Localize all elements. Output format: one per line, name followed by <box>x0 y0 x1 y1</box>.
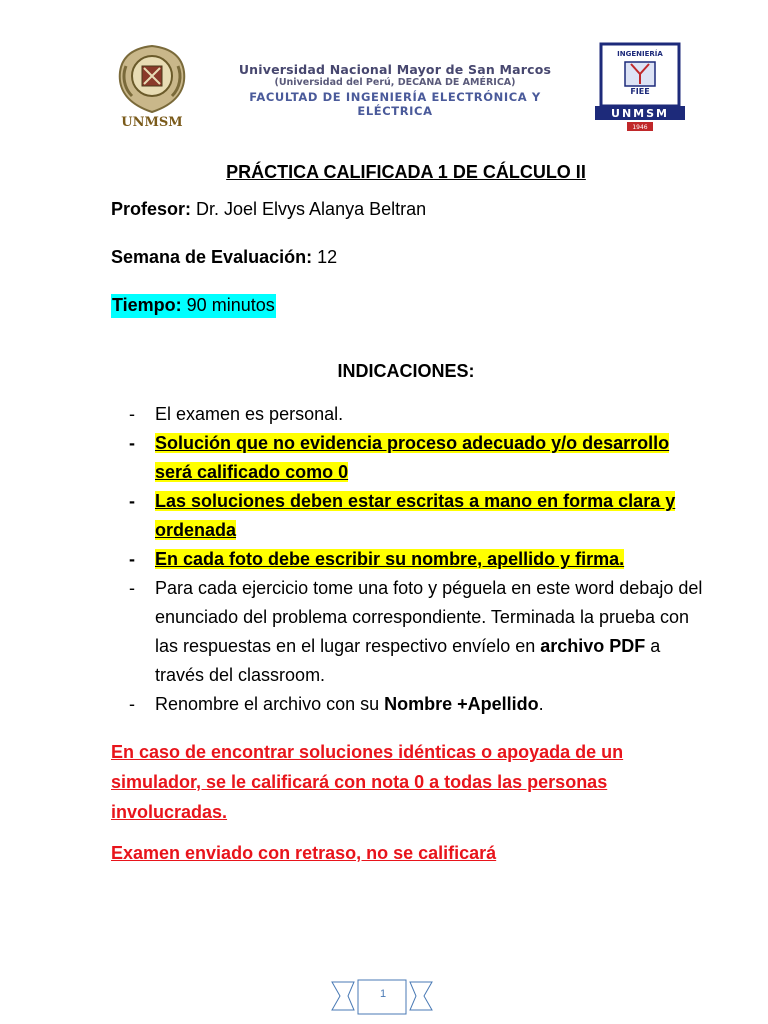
item-text: Renombre el archivo con su <box>155 694 385 714</box>
indicaciones-title: INDICACIONES: <box>337 361 475 381</box>
university-subtitle: (Universidad del Perú, DECANA DE AMÉRICA) <box>274 77 516 88</box>
late-submission-notice: Examen enviado con retraso, no se calificará <box>111 843 497 863</box>
svg-text:UNMSM: UNMSM <box>121 115 183 130</box>
profesor-value: Dr. Joel Elvys Alanya Beltran <box>191 199 427 219</box>
profesor-line <box>111 195 711 233</box>
tiempo-highlight <box>111 294 276 318</box>
item-text-highlighted: Solución que no evidencia proceso adecuado y/o desarrollo será calificado como 0 <box>155 433 670 482</box>
document-header <box>100 40 690 132</box>
exam-title: PRÁCTICA CALIFICADA 1 DE CÁLCULO II <box>226 162 586 182</box>
fiee-logo <box>595 40 685 132</box>
list-dash: - <box>129 549 135 569</box>
item-text: . <box>538 694 544 714</box>
list-item <box>111 429 711 487</box>
list-dash: - <box>129 694 135 714</box>
warning-text: En caso de encontrar soluciones idénticas o apoyada de un simulador, se le calificará con nota 0 a todas las personas involucradas <box>111 742 624 822</box>
list-dash: - <box>129 578 135 598</box>
profesor-label: Profesor: <box>111 199 192 219</box>
list-dash: - <box>129 433 135 453</box>
svg-text:INGENIERÍA: INGENIERÍA <box>617 50 663 58</box>
document-body <box>111 158 711 868</box>
tiempo-label: Tiempo: <box>112 295 182 315</box>
item-text-highlighted: Las soluciones deben estar escritas a mano en forma clara y ordenada <box>155 491 676 540</box>
svg-text:1946: 1946 <box>632 124 648 131</box>
semana-label: Semana de Evaluación: <box>111 247 313 267</box>
item-text-highlighted: En cada foto debe escribir su nombre, apellido y firma. <box>155 549 625 569</box>
item-text: Para cada ejercicio tome una foto y péguela en este word debajo del enunciado del problema correspondiente. Terminada la prueba con las respuestas en el lugar respectivo envíelo en <box>155 578 703 656</box>
list-item <box>111 487 711 545</box>
university-heading <box>210 62 580 118</box>
unmsm-seal-logo <box>104 42 200 130</box>
item-text-bold: archivo PDF <box>540 636 646 656</box>
page-number-footer <box>330 972 434 1018</box>
tiempo-line <box>111 291 711 329</box>
university-name: Universidad Nacional Mayor de San Marcos <box>238 62 552 77</box>
item-text: a través del classroom. <box>155 636 661 685</box>
list-item <box>111 400 711 429</box>
list-dash: - <box>129 491 135 511</box>
semana-line <box>111 243 711 281</box>
svg-text:UNMSM: UNMSM <box>611 107 669 120</box>
page-number: 1 <box>379 988 387 1000</box>
list-item <box>111 545 711 574</box>
list-item <box>111 690 711 719</box>
warning-period: . <box>222 802 228 822</box>
semana-value: 12 <box>312 247 338 267</box>
svg-text:FIEE: FIEE <box>630 87 650 96</box>
item-text: El examen es personal. <box>155 404 344 424</box>
item-text-bold: Nombre +Apellido <box>384 694 539 714</box>
tiempo-value: 90 minutos <box>181 295 275 315</box>
indicaciones-list <box>111 400 711 719</box>
list-item <box>111 574 711 690</box>
faculty-name: FACULTAD DE INGENIERÍA ELECTRÓNICA Y ELÉCTRICA <box>249 90 541 118</box>
list-dash: - <box>129 404 135 424</box>
plagiarism-warning <box>111 737 711 827</box>
